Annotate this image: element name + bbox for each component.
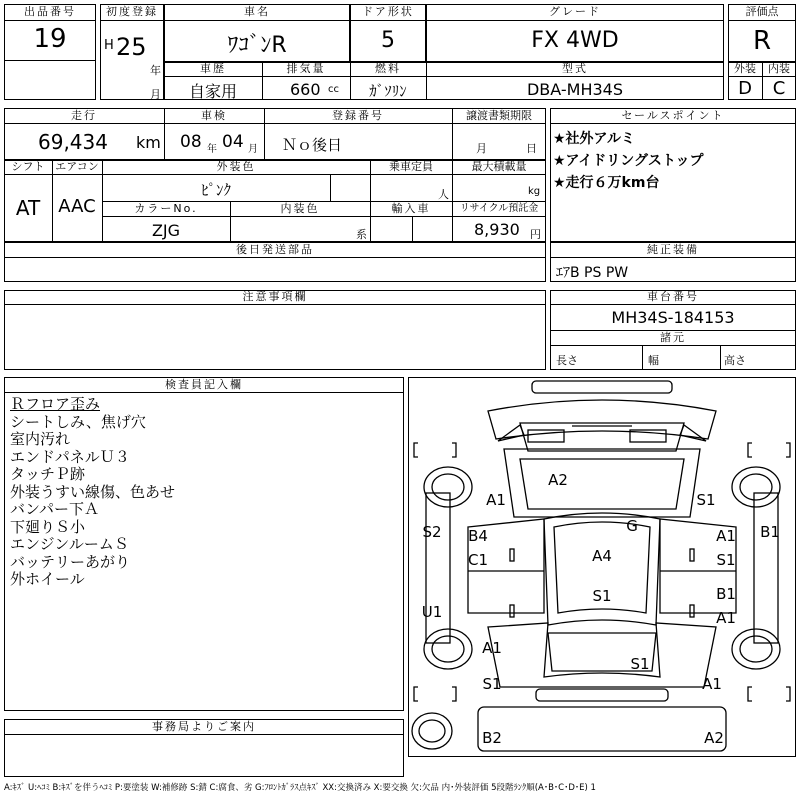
inspector-line: シートしみ、焦げ穴 <box>10 412 146 431</box>
month-unit: 月 <box>150 88 161 101</box>
transfer-day-unit: 日 <box>526 142 537 155</box>
score-value: R <box>752 26 772 56</box>
inspector-line: エンジンルームＳ <box>10 535 129 553</box>
damage-mark: S1 <box>696 491 716 509</box>
damage-mark: S1 <box>630 655 650 673</box>
damage-mark: B2 <box>482 729 502 747</box>
import-label: 輸入車 <box>391 202 431 215</box>
damage-mark: A2 <box>704 729 724 747</box>
inspector-line: バッテリーあがり <box>10 552 131 571</box>
color-no-value: ZJG <box>151 221 181 240</box>
history-label: 車歴 <box>200 62 226 75</box>
plate-value: Ｎｏ後日 <box>282 136 343 154</box>
width-label: 幅 <box>648 354 659 367</box>
fuel-label: 燃料 <box>375 62 401 75</box>
interior-color-unit: 系 <box>356 228 367 241</box>
car-name-value: ﾜｺﾞﾝR <box>227 33 287 58</box>
mileage-label: 走行 <box>71 109 97 122</box>
later-parts-label: 後日発送部品 <box>236 243 314 256</box>
lot-number-value: 19 <box>33 24 67 54</box>
damage-mark: U1 <box>421 603 443 621</box>
damage-mark: A1 <box>716 609 736 627</box>
door-value: 5 <box>381 28 395 53</box>
damage-mark: A1 <box>486 491 506 509</box>
sales-points-label: セールスポイント <box>621 109 725 122</box>
equipment-label: 純正装備 <box>647 243 699 256</box>
color-no-label: カラーNo. <box>134 202 198 215</box>
inspection-year: 08 <box>180 132 202 152</box>
office-notice-label: 事務局よりご案内 <box>152 720 256 733</box>
recycle-fee-value: 8,930 <box>474 220 520 239</box>
inspector-notes-list <box>10 396 400 589</box>
length-label: 長さ <box>556 354 578 367</box>
inspector-line: 外装うすい線傷、色あせ <box>10 482 176 501</box>
exterior-color-value: ﾋﾟﾝｸ <box>200 181 231 199</box>
inspection-month-unit: 月 <box>248 144 258 155</box>
transfer-docs-label: 譲渡書類期限 <box>466 109 532 122</box>
model-label: 型式 <box>562 62 588 75</box>
interior-grade: C <box>772 78 786 99</box>
damage-mark: C1 <box>467 551 489 569</box>
damage-mark: B1 <box>716 585 736 603</box>
mileage-value: 69,434 <box>38 130 108 154</box>
max-load-label: 最大積載量 <box>471 160 527 173</box>
aircon-label: エアコン <box>55 160 99 173</box>
notes-label: 注意事項欄 <box>242 290 308 303</box>
aircon-value: AAC <box>58 196 96 217</box>
transfer-month-unit: 月 <box>476 142 487 155</box>
inspection-month: 04 <box>222 132 244 152</box>
chassis-value: MH34S-184153 <box>611 308 735 327</box>
load-unit: kg <box>528 186 541 197</box>
inspector-line: タッチＰ跡 <box>10 465 86 483</box>
damage-mark: B1 <box>760 523 780 541</box>
displacement-label: 排気量 <box>286 62 326 75</box>
damage-mark: A2 <box>548 471 568 489</box>
capacity-label: 乗車定員 <box>389 160 433 173</box>
damage-mark: S1 <box>482 675 502 693</box>
shift-label: シフト <box>11 160 45 173</box>
interior-label: 内装 <box>768 62 790 75</box>
recycle-fee-unit: 円 <box>530 228 541 241</box>
dimensions-label: 諸元 <box>660 331 686 344</box>
damage-code-legend: A:ｷｽﾞ U:ﾍｺﾐ B:ｷｽﾞを伴うﾍｺﾐ P:要塗装 W:補修跡 S:錆 C:腐食、劣 G:ﾌﾛﾝﾄｶﾞﾗｽ点ｷｽﾞ XX:交換済み X:要交換 欠:欠品 内･外装評価 5段階ﾗﾝｸ順(A･B･C･D･E) 1 <box>4 783 596 793</box>
exterior-color-label: 外装色 <box>216 160 256 173</box>
chassis-label: 車台番号 <box>647 290 699 303</box>
grade-label: グレード <box>549 5 601 18</box>
mileage-unit: km <box>136 133 161 152</box>
equipment-value: ｴｱB PS PW <box>556 265 629 281</box>
damage-mark: A1 <box>702 675 722 693</box>
first-registration-year: 25 <box>116 33 147 61</box>
damage-mark: A4 <box>592 547 612 565</box>
damage-mark: B4 <box>468 527 488 545</box>
damage-mark: A1 <box>716 527 736 545</box>
exterior-grade: D <box>738 78 752 99</box>
inspector-line: 下廻りＳ小 <box>10 517 86 536</box>
inspector-line: エンドパネルＵ３ <box>10 447 130 466</box>
interior-color-label: 内装色 <box>280 202 320 215</box>
era-prefix: H <box>104 38 114 53</box>
shift-value: AT <box>15 196 41 220</box>
car-damage-diagram <box>408 377 796 757</box>
lot-number-label: 出品番号 <box>24 5 76 18</box>
inspector-notes-label: 検査員記入欄 <box>165 378 243 391</box>
height-label: 高さ <box>724 354 746 367</box>
inspector-line: Ｒフロア歪み <box>10 395 101 413</box>
door-label: ドア形状 <box>362 5 414 18</box>
displacement-unit: cc <box>328 84 339 95</box>
first-registration-label: 初度登録 <box>106 5 158 18</box>
sales-point-1: ★社外アルミ <box>553 131 635 147</box>
inspection-year-unit: 年 <box>207 144 217 155</box>
sales-point-2: ★アイドリングストップ <box>553 153 704 169</box>
capacity-unit: 人 <box>438 188 449 201</box>
recycle-fee-label: リサイクル預託金 <box>459 203 539 214</box>
grade-value: FX 4WD <box>531 28 619 53</box>
damage-mark: S1 <box>592 587 612 605</box>
score-label: 評価点 <box>745 5 779 18</box>
car-name-label: 車名 <box>244 5 270 18</box>
exterior-label: 外装 <box>734 62 756 75</box>
damage-mark: S1 <box>716 551 736 569</box>
inspector-line: 室内汚れ <box>10 430 71 448</box>
inspection-label: 車検 <box>201 109 227 122</box>
model-value: DBA-MH34S <box>526 80 623 99</box>
year-unit: 年 <box>150 64 161 77</box>
damage-mark: S2 <box>422 523 442 541</box>
damage-mark: A1 <box>482 639 502 657</box>
displacement-value: 660 <box>290 80 321 99</box>
plate-label: 登録番号 <box>332 109 384 122</box>
inspector-line: 外ホイール <box>10 570 85 588</box>
fuel-value: ｶﾞｿﾘﾝ <box>369 82 407 100</box>
history-value: 自家用 <box>188 82 237 101</box>
inspector-line: バンパー下Ａ <box>10 500 99 518</box>
damage-mark: G <box>626 517 638 535</box>
sales-point-3: ★走行６万km台 <box>553 175 660 191</box>
